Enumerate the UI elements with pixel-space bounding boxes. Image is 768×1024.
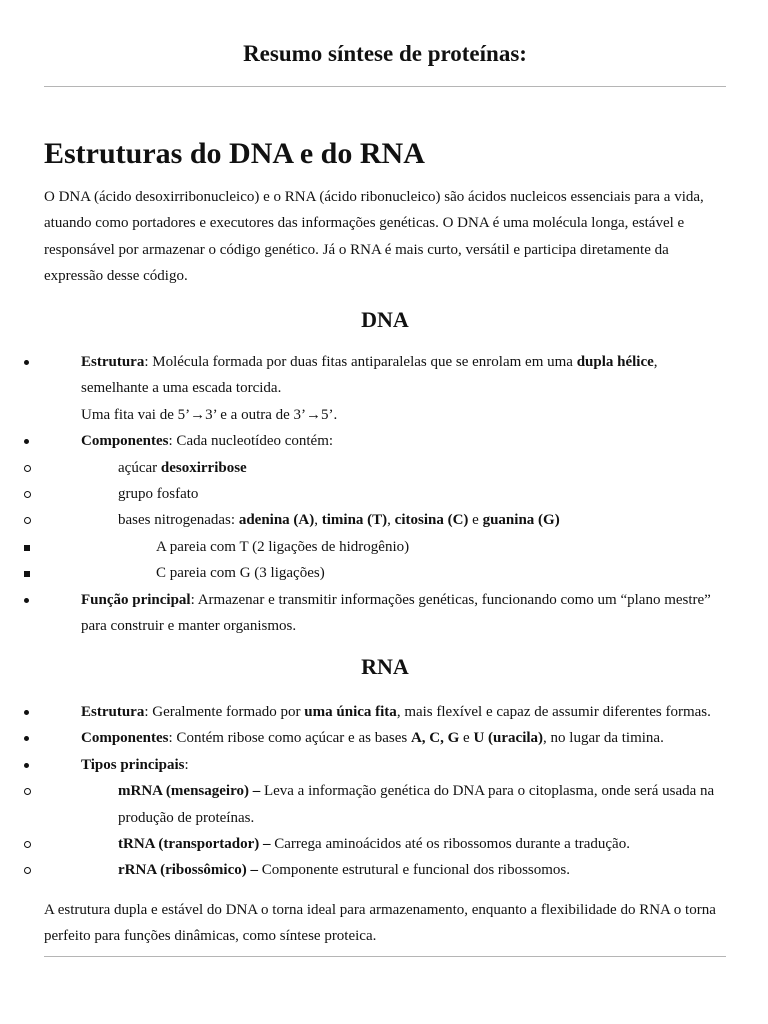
dna-components-label: Componentes [81, 433, 169, 450]
mrna-label: mRNA (mensageiro) – [118, 783, 261, 800]
base-adenine: adenina (A) [238, 512, 315, 529]
rna-types-colon: : [184, 756, 189, 773]
dna-structure-line2: semelhante a uma escada torcida. [81, 380, 282, 397]
mrna-line2: produção de proteínas. [118, 809, 255, 826]
rrna-label: rRNA (ribossômico) – [118, 862, 258, 879]
base-cytosine: citosina (C) [394, 512, 469, 529]
rna-components-text: : Contém ribose como açúcar e as bases [168, 730, 411, 747]
rna-single-strand: uma única fita [304, 704, 397, 720]
rna-types-label: Tipos principais [81, 756, 185, 773]
dna-components-item [44, 428, 726, 454]
rna-list [44, 699, 726, 884]
rrna-text: Componente estrutural e funcional dos ribossomos. [257, 862, 571, 879]
rna-components-item [44, 725, 726, 751]
dna-deoxyribose: desoxirribose [160, 459, 247, 476]
trna-label: tRNA (transportador) – [118, 836, 271, 853]
rna-structure-item [44, 699, 726, 725]
dna-structure-line3: Uma fita vai de 5’→3’ e a outra de 3’→5’. [81, 406, 338, 423]
rna-bases: A, C, G [410, 730, 460, 747]
base-guanine: guanina (G) [482, 512, 560, 529]
bottom-divider [44, 956, 726, 957]
dna-structure-text-end: , [653, 354, 658, 370]
rna-heading: RNA [361, 654, 409, 679]
rna-structure-text-end: , mais flexível e capaz de assumir diferentes formas. [396, 704, 711, 720]
rna-structure-label: Estrutura [81, 704, 145, 720]
main-heading: Estruturas do DNA e do RNA [44, 137, 425, 170]
rna-uracil: U (uracila) [473, 730, 544, 747]
document-title: Resumo síntese de proteínas: [243, 41, 527, 66]
dna-bases-text: bases nitrogenadas: [118, 512, 239, 529]
dna-double-helix: dupla hélice [576, 354, 654, 370]
pair-cg-item [44, 560, 726, 586]
dna-components-text: : Cada nucleotídeo contém: [168, 433, 334, 450]
trna-item [44, 831, 726, 857]
rna-components-label: Componentes [81, 730, 169, 747]
mrna-text: Leva a informação genética do DNA para o citoplasma, onde será usada na [260, 783, 715, 800]
dna-function-text: : Armazenar e transmitir informações genéticas, funcionando como um “plano mestre” [190, 591, 711, 608]
dna-structure-text: : Molécula formada por duas fitas antiparalelas que se enrolam em uma [144, 354, 577, 370]
rrna-item [44, 857, 726, 883]
pair-cg-text: C pareia com G (3 ligações) [156, 565, 325, 582]
mrna-item [44, 778, 726, 831]
dna-sugar-text: açúcar [118, 459, 161, 476]
pair-at-item [44, 534, 726, 560]
dna-bases-item [44, 507, 726, 533]
dna-structure-item [44, 349, 726, 428]
dna-heading: DNA [361, 307, 409, 332]
dna-sugar-item [44, 455, 726, 481]
base-thymine: timina (T) [321, 512, 388, 529]
intro-paragraph: O DNA (ácido desoxirribonucleico) e o RNA (ácido ribonucleico) são ácidos nucleicos essenciais para a vida, atuando como portadores e executores das informações genéticas. O DNA é uma molécula longa, estável e responsável por armazenar o código genético. Já o RNA é mais curto, versátil e participa diretamente da expressão desse código. [44, 189, 704, 285]
bases-sep-2: , [387, 512, 395, 529]
dna-list [44, 349, 726, 639]
trna-text: Carrega aminoácidos até os ribossomos durante a tradução. [270, 836, 630, 853]
pair-at-text: A pareia com T (2 ligações de hidrogênio) [156, 538, 410, 555]
dna-function-item [44, 587, 726, 640]
dna-phosphate-text: grupo fosfato [118, 486, 199, 503]
rna-components-end: , no lugar da timina. [543, 730, 664, 747]
dna-structure-label: Estrutura [81, 354, 145, 370]
rna-structure-text: : Geralmente formado por [144, 704, 305, 720]
bases-sep-3: e [468, 512, 483, 529]
rna-components-and: e [459, 730, 474, 747]
dna-function-line2: para construir e manter organismos. [81, 618, 297, 635]
rna-types-item [44, 752, 726, 778]
dna-function-label: Função principal [81, 591, 191, 608]
dna-phosphate-item [44, 481, 726, 507]
bases-sep-1: , [314, 512, 322, 529]
top-divider [44, 86, 726, 87]
conclusion-paragraph: A estrutura dupla e estável do DNA o torna ideal para armazenamento, enquanto a flexibilidade do RNA o torna perfeito para funções dinâmicas, como síntese proteica. [44, 902, 716, 945]
